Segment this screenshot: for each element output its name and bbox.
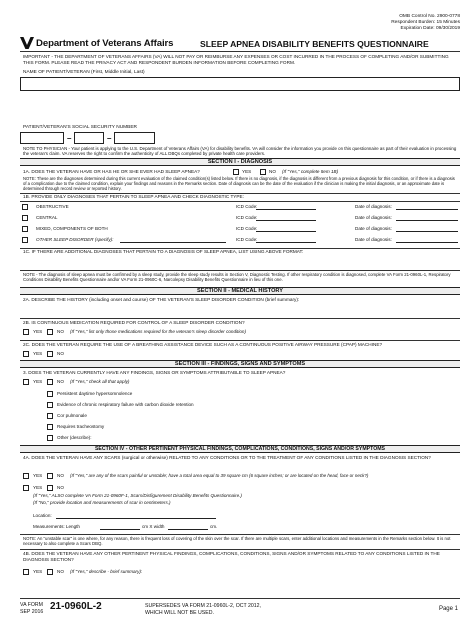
divider xyxy=(20,549,460,550)
name-field[interactable] xyxy=(20,77,460,91)
section-1-heading: SECTION I - DIAGNOSIS xyxy=(20,158,460,166)
q4a-sub-yes-label: YES xyxy=(33,485,43,490)
footer-va-form: VA FORM xyxy=(20,602,43,608)
q1c-text: 1C. IF THERE ARE ADDITIONAL DIAGNOSES THAT PERTAIN TO A DIAGNOSIS OF SLEEP APNEA, LIST USING ABOVE FORMAT: xyxy=(23,249,304,254)
section-4-heading: SECTION IV - OTHER PERTINENT PHYSICAL FINDINGS, COMPLICATIONS, CONDITIONS, SIGNS AND/OR SYMPTOMS xyxy=(20,445,460,453)
symptom-checkbox[interactable] xyxy=(47,424,53,430)
date-of-diagnosis-field[interactable] xyxy=(396,226,458,232)
footer-form-number: 21-0960L-2 xyxy=(50,601,102,612)
obstructive-checkbox[interactable] xyxy=(22,204,28,210)
date-of-diagnosis-field[interactable] xyxy=(396,204,458,210)
q4a-sub-yes-checkbox[interactable] xyxy=(23,485,29,491)
icd-code-field[interactable] xyxy=(256,226,316,232)
other-sleep-disorder-checkbox[interactable] xyxy=(22,237,28,243)
agency-name: Department of Veterans Affairs xyxy=(36,38,174,49)
va-logo xyxy=(20,37,34,49)
q2b-text: 2B. IS CONTINUOUS MEDICATION REQUIRED FOR CONTROL OF A SLEEP DISORDER CONDITION? xyxy=(23,320,245,325)
ssn-label: PATIENT/VETERAN'S SOCIAL SECURITY NUMBER xyxy=(23,125,138,130)
ssn-field[interactable]: – – xyxy=(20,132,155,144)
respondent-burden: Respondent Burden: 15 Minutes xyxy=(391,19,460,25)
symptom-checkbox[interactable] xyxy=(47,391,53,397)
important-notice: IMPORTANT - THE DEPARTMENT OF VETERANS AFFAIRS (VA) WILL NOT PAY OR REIMBURSE ANY EXPENSES OR COST INCURRED IN THE PROCESS OF COMPLETING AND/OR SUBMITTING THIS FORM. PLEASE READ THE PRIVACY ACT AND RESPONDENT BURDEN INFORMATION BEFORE COMPLETING FORM. xyxy=(23,54,449,65)
q3-note: (If "Yes," check all that apply) xyxy=(70,379,130,384)
icd-code-field[interactable] xyxy=(256,215,316,221)
unstable-scar-note: NOTE: An "unstable scar" is one where, for any reason, there is frequent loss of covering of the skin over the scar. If there are multiple scars, enter additional locations and measurements in the Remarks section below. It is not necessary to also complete a Scars DBQ. xyxy=(23,536,451,547)
cm-label: cm. xyxy=(210,524,218,529)
q2b-no-label: NO xyxy=(57,329,64,334)
q4a-yes-checkbox[interactable] xyxy=(23,473,29,479)
divider xyxy=(20,201,460,202)
q2a-answer-area[interactable] xyxy=(20,304,460,318)
section-3-heading: SECTION III - FINDINGS, SIGNS AND SYMPTOMS xyxy=(20,360,460,368)
q2c-text: 2C. DOES THE VETERAN REQUIRE THE USE OF A BREATHING ASSISTANCE DEVICE SUCH AS A CONTINUOUS POSITIVE AIRWAY PRESSURE (CPAP) MACHINE? xyxy=(23,342,383,347)
q3-text: 3. DOES THE VETERAN CURRENTLY HAVE ANY FINDINGS, SIGNS OR SYMPTOMS ATTRIBUTABLE TO SLEEP APNEA? xyxy=(23,370,286,375)
q1a-no-checkbox[interactable] xyxy=(260,169,266,175)
q4b-no-checkbox[interactable] xyxy=(47,569,53,575)
date-of-diagnosis-label: Date of diagnosis: xyxy=(355,215,392,220)
q4a-text: 4A. DOES THE VETERAN HAVE ANY SCARS (surgical or otherwise) RELATED TO ANY CONDITIONS OR TO THE TREATMENT OF ANY CONDITIONS LISTED IN THE DIAGNOSIS SECTION? xyxy=(23,455,431,460)
diagnosis-row-central xyxy=(20,215,460,224)
q1a-note: (If "Yes," complete Item 1B) xyxy=(282,169,339,174)
q1a-text: 1A. DOES THE VETERAN HAVE OR HAS HE OR SHE EVER HAD SLEEP APNEA? xyxy=(23,169,200,174)
omb-block xyxy=(391,14,460,32)
physician-note: NOTE TO PHYSICIAN - Your patient is applying to the U.S. Department of Veterans Affairs (VA) for disability benefits. VA will consider the information you provide on this questionnaire as part of their evaluation in processing the veteran's claim. VA reserves the right to confirm the authenticity of ALL DBQs completed by private health care providers. xyxy=(23,146,457,157)
q2b-yes-label: YES xyxy=(33,329,43,334)
symptom-checkbox[interactable] xyxy=(47,435,53,441)
icd-code-label: ICD Code: xyxy=(236,237,258,242)
q1a-yes-label: YES xyxy=(242,169,252,174)
icd-code-field[interactable] xyxy=(256,237,316,243)
mixed-checkbox[interactable] xyxy=(22,226,28,232)
date-of-diagnosis-field[interactable] xyxy=(396,215,458,221)
symptom-checkbox[interactable] xyxy=(47,402,53,408)
q1b-text: 1B. PROVIDE ONLY DIAGNOSES THAT PERTAIN TO SLEEP APNEA AND CHECK DIAGNOSTIC TYPE: xyxy=(23,194,244,199)
q3-no-checkbox[interactable] xyxy=(47,379,53,385)
q4a-sub-no-checkbox[interactable] xyxy=(47,485,53,491)
q3-yes-checkbox[interactable] xyxy=(23,379,29,385)
icd-code-label: ICD Code: xyxy=(236,226,258,231)
length-field[interactable] xyxy=(100,524,140,530)
form-title: SLEEP APNEA DISABILITY BENEFITS QUESTIONNAIRE xyxy=(200,39,429,49)
q4a-yes-label: YES xyxy=(33,473,43,478)
symptom-label: Persistent daytime hypersomnolence xyxy=(57,391,133,396)
diagnosis-label: CENTRAL xyxy=(36,215,58,220)
q4b-text: 4B. DOES THE VETERAN HAVE ANY OTHER PERTINENT PHYSICAL FINDINGS, COMPLICATIONS, CONDITIONS, SIGNS AND/OR SYMPTOMS RELATED TO ANY CONDITIONS LISTED IN THE DIAGNOSIS SECTION? xyxy=(23,551,440,562)
q3-no-label: NO xyxy=(57,379,64,384)
q1a-yes-checkbox[interactable] xyxy=(233,169,239,175)
q4b-yes-label: YES xyxy=(33,569,43,574)
sleep-study-note: NOTE - The diagnosis of sleep apnea must be confirmed by a sleep study, provide the sleep study results in Section V, Diagnostic Testing. If other respiratory condition is diagnosed, complete VA Form 21-0960L-1, Respiratory Conditions Disability Benefits Questionnaire and/or VA Form 21-0960C-6, Narcolepsy Disability Benefits Questionnaire in lieu of this one. xyxy=(23,272,451,283)
q1c-answer-area[interactable] xyxy=(20,256,460,269)
q4a-no-checkbox[interactable] xyxy=(47,473,53,479)
q2b-yes-checkbox[interactable] xyxy=(23,329,29,335)
q2b-no-checkbox[interactable] xyxy=(47,329,53,335)
symptom-label: Evidence of chronic respiratory failure with carbon dioxide retention xyxy=(57,402,194,407)
icd-code-label: ICD Code: xyxy=(236,215,258,220)
q4a-no-label: NO xyxy=(57,473,64,478)
date-of-diagnosis-label: Date of diagnosis: xyxy=(355,237,392,242)
footer-divider xyxy=(20,598,460,599)
footer-form-date: SEP 2016 xyxy=(20,609,44,615)
q2c-no-label: NO xyxy=(57,351,64,356)
width-field[interactable] xyxy=(168,524,208,530)
diagnosis-label: OTHER SLEEP DISORDER (specify): xyxy=(36,237,114,242)
divider xyxy=(20,534,460,535)
date-of-diagnosis-field[interactable] xyxy=(396,237,458,243)
q3-yes-label: YES xyxy=(33,379,43,384)
icd-code-field[interactable] xyxy=(256,204,316,210)
q4b-note: (If "Yes," describe - brief summary): xyxy=(70,569,143,574)
q2b-note: (If "Yes," list only those medications required for the veteran's sleep disorder condition) xyxy=(70,329,246,334)
q4b-no-label: NO xyxy=(57,569,64,574)
divider xyxy=(20,340,460,341)
page-number: Page 1 xyxy=(438,606,458,612)
diagnosis-row-other xyxy=(20,237,460,246)
measurements-label: Measurements: Length xyxy=(33,524,80,529)
q2c-yes-checkbox[interactable] xyxy=(23,351,29,357)
cm-x-width-label: cm X width xyxy=(142,524,165,529)
date-of-diagnosis-label: Date of diagnosis: xyxy=(355,204,392,209)
symptom-label: Requires tracheostomy xyxy=(57,424,105,429)
icd-code-label: ICD Code: xyxy=(236,204,258,209)
q4a-no-note: (If "No," provide location and measurements of scar in centimeters.) xyxy=(33,500,171,505)
omb-control-number: OMB Control No. 2900-0778 xyxy=(399,14,460,19)
symptom-label: Cor pulmonale xyxy=(57,413,87,418)
central-checkbox[interactable] xyxy=(22,215,28,221)
location-field[interactable] xyxy=(56,513,216,519)
other-specify-field[interactable] xyxy=(120,237,226,243)
footer-supersedes-line2: WHICH WILL NOT BE USED. xyxy=(145,610,214,616)
diagnosis-label: OBSTRUCTIVE xyxy=(36,204,69,209)
q4a-yes-note: (If "Yes," are any of the scars painful or unstable; have a total area equal to 39 square cm (6 square inches; or are located on the head, face or neck?) xyxy=(70,473,369,478)
q2a-text: 2A. DESCRIBE THE HISTORY (including onset and course) OF THE VETERAN'S SLEEP DISORDER CONDITION (brief summary): xyxy=(23,297,300,302)
diagnosis-row-mixed xyxy=(20,226,460,235)
header-divider xyxy=(20,51,460,52)
q2c-yes-label: YES xyxy=(33,351,43,356)
location-label: Location: xyxy=(33,513,52,518)
diagnosis-row-obstructive xyxy=(20,204,460,213)
q2c-no-checkbox[interactable] xyxy=(47,351,53,357)
divider xyxy=(20,270,460,271)
q1a-no-label: NO xyxy=(269,169,276,174)
footer-supersedes-line1: SUPERSEDES VA FORM 21-0960L-2, OCT 2012, xyxy=(145,603,261,609)
diagnosis-note: NOTE: These are the diagnoses determined during this current evaluation of the claimed condition(s) listed below. If there is no diagnosis, if the diagnosis is different from a previous diagnosis for this condition, or if there is a diagnosis of a complication due to the claimed condition, explain your findings and reasons in the Remarks section. Date of diagnosis can be the date of the evaluation if the clinician is making the initial diagnosis, or an approximate date is determined through record review or reported history. xyxy=(23,176,455,192)
name-label: NAME OF PATIENT/VETERAN (First, Middle Initial, Last) xyxy=(23,70,145,75)
divider xyxy=(20,318,460,319)
section-2-heading: SECTION II - MEDICAL HISTORY xyxy=(20,287,460,295)
diagnosis-label: MIXED, COMPONENTS OF BOTH xyxy=(36,226,108,231)
symptom-label: Other (describe): xyxy=(57,435,92,440)
expiration-date: Expiration Date: 09/30/2019 xyxy=(400,25,460,31)
q4a-sub-no-label: NO xyxy=(57,485,64,490)
q4b-yes-checkbox[interactable] xyxy=(23,569,29,575)
symptom-checkbox[interactable] xyxy=(47,413,53,419)
q4a-sub-note: (If "Yes," ALSO complete VA Form 21-0960F-1, Scars/Disfigurement Disability Benefits Questionnaire.) xyxy=(33,493,242,498)
date-of-diagnosis-label: Date of diagnosis: xyxy=(355,226,392,231)
